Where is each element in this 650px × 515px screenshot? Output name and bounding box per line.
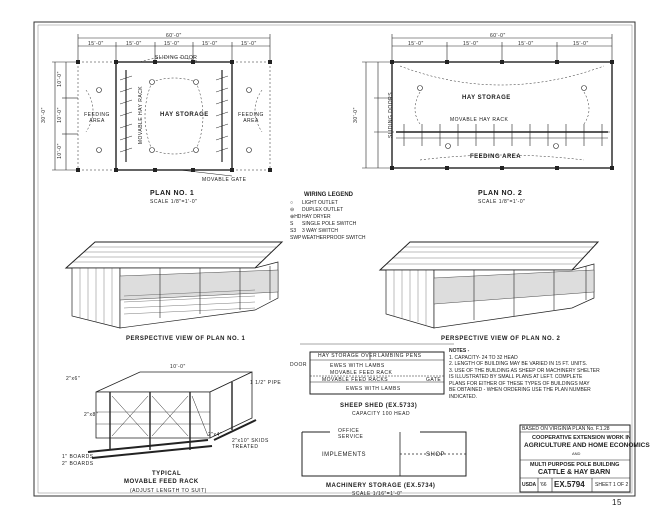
legend-row (290, 228, 366, 235)
plan2-bay-dim: 15'-0" (573, 41, 589, 47)
plan2-hay-storage: HAY STORAGE (462, 95, 511, 101)
plan1-hay-rack: MOVABLE HAY RACK (138, 85, 145, 145)
machinery-office: OFFICE SERVICE (338, 428, 364, 440)
plan2-depth-dim: 30'-0" (352, 107, 359, 123)
feed-rack-title: TYPICAL (152, 471, 182, 477)
wiring-legend-title: WIRING LEGEND (304, 192, 353, 198)
feed-rack-subtitle: MOVABLE FEED RACK (124, 479, 199, 485)
sheep-shed-label: MOVABLE FEED RACKS (322, 377, 389, 383)
sheep-shed-title: SHEEP SHED (EX.5733) (340, 403, 418, 409)
plan1-bay-dim: 15'-0" (126, 41, 142, 47)
note-line: 3. USE OF THE BUILDING AS SHEEP OR MACHINERY SHELTER (449, 367, 600, 374)
sheep-shed-label: DOOR (290, 362, 307, 368)
feed-rack-dim: 2"x6" (66, 376, 81, 382)
legend-row (290, 221, 366, 228)
plan2-title: PLAN NO. 2 (478, 190, 523, 197)
plan1-bay-dim: 15'-0" (164, 41, 180, 47)
sheep-shed-label: EWES WITH LAMBS (330, 363, 385, 369)
plan1-feeding-area-right: FEEDING AREA (238, 112, 264, 124)
plan1-side-dim: 10'-0" (56, 107, 63, 123)
plan1-bay-dim: 15'-0" (241, 41, 257, 47)
machinery-shop: SHOP (426, 452, 446, 458)
sheep-shed-label: MOVABLE FEED RACK (330, 370, 393, 376)
plan1-title: PLAN NO. 1 (150, 190, 195, 197)
plan2-feeding-area: FEEDING AREA (470, 154, 522, 160)
perspective-1-drawing (66, 242, 282, 328)
plan1-movable-gate: MOVABLE GATE (202, 177, 247, 183)
title-block-and: AND (572, 451, 581, 456)
legend-label: DUPLEX OUTLET (302, 207, 344, 213)
feed-rack-drawing (88, 372, 256, 458)
feed-rack-skids: 2"x10" SKIDS TREATED (232, 438, 269, 450)
perspective-2-drawing (380, 242, 598, 328)
feed-rack-pipe: 1 1/2" PIPE (250, 380, 282, 386)
wiring-legend (290, 192, 366, 242)
plan1-side-dim: 10'-0" (56, 143, 63, 159)
title-block-usda: USDA (522, 482, 537, 488)
note-line: INDICATED. (449, 393, 477, 400)
legend-row (290, 235, 366, 242)
machinery-implements: IMPLEMENTS (322, 452, 367, 458)
sheep-shed-label: EWES WITH LAMBS (346, 386, 401, 392)
plan2-scale: SCALE 1/8"=1'-0" (478, 199, 526, 205)
machinery-title: MACHINERY STORAGE (EX.5734) (326, 483, 436, 489)
title-block-ex: EX.5794 (554, 480, 585, 489)
hay-dryer-icon: ⊕HD (290, 214, 302, 220)
title-block-year: '66 (540, 482, 547, 488)
feed-rack-boards: 2" BOARDS (62, 461, 94, 467)
page-number: 15 (612, 498, 622, 507)
notes-title: NOTES - (449, 348, 470, 354)
light-outlet-icon: ○ (290, 200, 294, 206)
plan2-overall-dim: 60'-0" (490, 33, 506, 39)
plan1-side-dim: 10'-0" (56, 71, 63, 87)
note-line: 1. CAPACITY- 24 TO 32 HEAD (449, 354, 518, 361)
plan1-depth-dim: 30'-0" (40, 107, 47, 123)
plan1-scale: SCALE 1/8"=1'-0" (150, 199, 198, 205)
note-line: 2. LENGTH OF BUILDING MAY BE VARIED IN 15 FT. UNITS. (449, 361, 588, 367)
single-pole-switch-icon: S (290, 221, 294, 227)
legend-label: SINGLE POLE SWITCH (302, 221, 357, 227)
feed-rack-length: 10'-0" (170, 364, 186, 370)
perspective-1-label: PERSPECTIVE VIEW OF PLAN NO. 1 (126, 336, 246, 342)
perspective-2-label: PERSPECTIVE VIEW OF PLAN NO. 2 (441, 336, 561, 342)
sheep-shed-label: LAMBING PENS (378, 353, 422, 359)
sheep-shed-capacity: CAPACITY 100 HEAD (352, 411, 411, 417)
title-block-based-on: BASED ON VIRGINIA PLAN No. F.1.28 (522, 426, 610, 432)
duplex-outlet-icon: ⊖ (290, 207, 295, 213)
plan2-sliding-doors: SLIDING DOORS (388, 91, 395, 139)
plan2-bay-dim: 15'-0" (408, 41, 424, 47)
three-way-switch-icon: S3 (290, 228, 297, 234)
plan2-hay-rack: MOVABLE HAY RACK (450, 117, 509, 123)
feed-rack-dim: 2"x8" (84, 412, 99, 418)
sheep-shed-label: GATE (426, 377, 442, 383)
machinery-scale: SCALE 1/16"=1'-0" (352, 491, 403, 497)
notes-block (449, 348, 600, 400)
plan2-bay-dim: 15'-0" (463, 41, 479, 47)
feed-rack-note: (ADJUST LENGTH TO SUIT) (130, 488, 207, 494)
note-line: IS ILLUSTRATED BY SMALL PLANS AT LEFT. COMPLETE (449, 374, 583, 380)
feed-rack-dim: 2"x4" (208, 432, 223, 438)
title-block-line1: COOPERATIVE EXTENSION WORK IN (532, 435, 631, 441)
title-block-line4: CATTLE & HAY BARN (538, 469, 611, 476)
plan1-feeding-area-left: FEEDING AREA (84, 112, 110, 124)
legend-label: HAY DRYER (302, 214, 331, 220)
note-line: BE OBTAINED - WHEN ORDERING USE THE PLAN NUMBER (449, 387, 591, 393)
legend-row (290, 214, 366, 221)
weatherproof-switch-icon: SWP (290, 235, 302, 241)
plan1-bay-dim: 15'-0" (88, 41, 104, 47)
plan1-sliding-door: SLIDING DOOR (155, 55, 198, 61)
plan1-hay-storage: HAY STORAGE (160, 112, 209, 118)
legend-label: LIGHT OUTLET (302, 200, 338, 206)
legend-label: WEATHERPROOF SWITCH (302, 235, 366, 241)
title-block-line2: AGRICULTURE AND HOME ECONOMICS (524, 442, 650, 449)
plan1-overall-dim: 60'-0" (166, 33, 182, 39)
plan-2-drawing (362, 34, 614, 170)
plan1-bay-dim: 15'-0" (202, 41, 218, 47)
legend-row (290, 200, 366, 207)
note-line: PLANS FOR EITHER OF THESE TYPES OF BUILDINGS MAY (449, 380, 590, 387)
title-block-line3: MULTI PURPOSE POLE BUILDING (530, 462, 620, 468)
feed-rack-boards: 1" BOARDS (62, 454, 94, 460)
sheep-shed-label: HAY STORAGE OVER (318, 353, 378, 359)
legend-row (290, 207, 366, 214)
legend-label: 3 WAY SWITCH (302, 228, 339, 234)
title-block-sheet: SHEET 1 OF 2 (595, 482, 629, 488)
plan2-bay-dim: 15'-0" (518, 41, 534, 47)
